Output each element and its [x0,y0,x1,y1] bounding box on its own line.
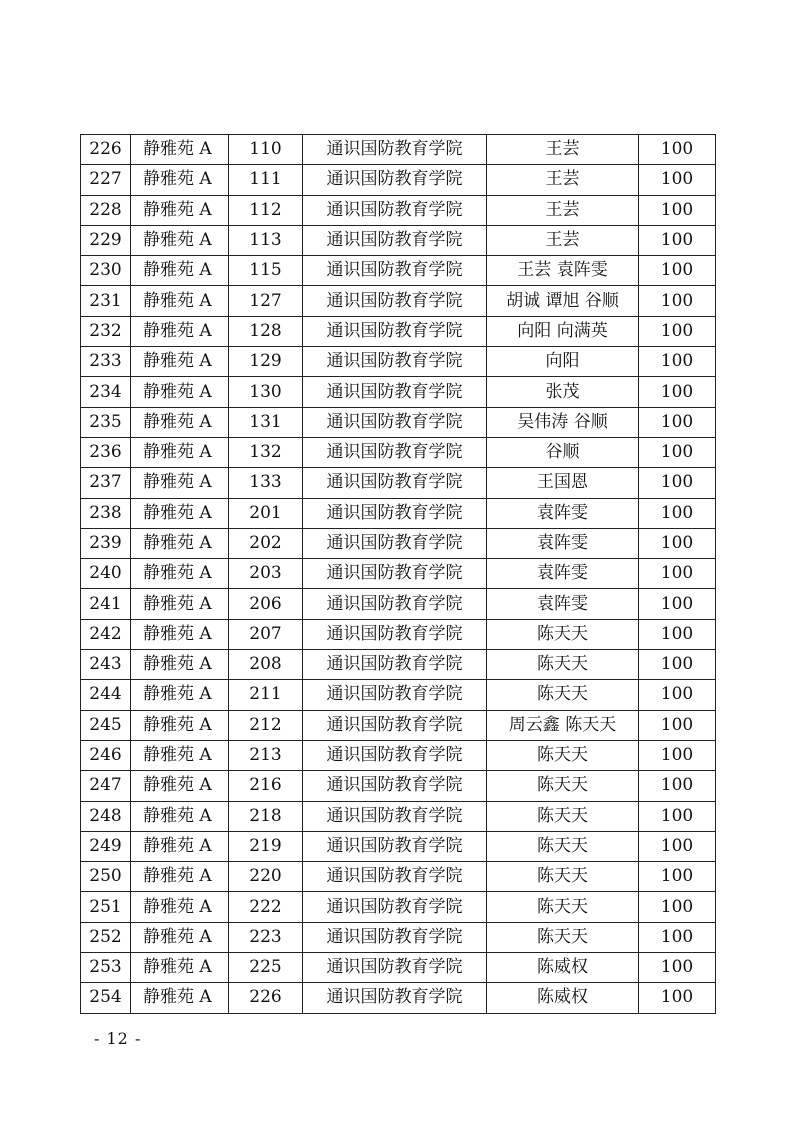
college-cell: 通识国防教育学院 [303,165,487,195]
college-cell: 通识国防教育学院 [303,953,487,983]
building-cell: 静雅苑 A [131,468,229,498]
room-number-cell: 127 [229,286,303,316]
building-cell: 静雅苑 A [131,922,229,952]
college-cell: 通识国防教育学院 [303,528,487,558]
building-cell: 静雅苑 A [131,801,229,831]
staff-names-cell: 陈天天 [487,650,639,680]
row-index-cell: 234 [81,377,131,407]
staff-names-cell: 陈天天 [487,740,639,770]
row-index-cell: 229 [81,225,131,255]
row-index-cell: 248 [81,801,131,831]
table-row [81,771,716,801]
college-cell: 通识国防教育学院 [303,468,487,498]
row-index-cell: 239 [81,528,131,558]
score-cell: 100 [639,650,716,680]
staff-names-cell: 陈天天 [487,619,639,649]
table-row [81,468,716,498]
row-index-cell: 240 [81,559,131,589]
score-cell: 100 [639,680,716,710]
row-index-cell: 246 [81,740,131,770]
row-index-cell: 253 [81,953,131,983]
staff-names-cell: 向阳 [487,347,639,377]
staff-names-cell: 胡诚 谭旭 谷顺 [487,286,639,316]
score-cell: 100 [639,468,716,498]
building-cell: 静雅苑 A [131,650,229,680]
table-row [81,922,716,952]
staff-names-cell: 袁阵雯 [487,589,639,619]
staff-names-cell: 陈天天 [487,892,639,922]
table-row [81,589,716,619]
room-number-cell: 208 [229,650,303,680]
building-cell: 静雅苑 A [131,831,229,861]
score-cell: 100 [639,589,716,619]
score-cell: 100 [639,437,716,467]
room-number-cell: 203 [229,559,303,589]
room-number-cell: 115 [229,256,303,286]
table-row [81,983,716,1013]
building-cell: 静雅苑 A [131,559,229,589]
row-index-cell: 252 [81,922,131,952]
score-cell: 100 [639,862,716,892]
table-row [81,195,716,225]
score-cell: 100 [639,377,716,407]
row-index-cell: 227 [81,165,131,195]
page-number: - 12 - [94,1029,142,1048]
building-cell: 静雅苑 A [131,316,229,346]
score-cell: 100 [639,740,716,770]
room-number-cell: 111 [229,165,303,195]
staff-names-cell: 陈天天 [487,922,639,952]
staff-names-cell: 王芸 [487,225,639,255]
building-cell: 静雅苑 A [131,165,229,195]
row-index-cell: 241 [81,589,131,619]
row-index-cell: 230 [81,256,131,286]
college-cell: 通识国防教育学院 [303,437,487,467]
row-index-cell: 254 [81,983,131,1013]
score-cell: 100 [639,165,716,195]
room-number-cell: 133 [229,468,303,498]
row-index-cell: 233 [81,347,131,377]
score-cell: 100 [639,528,716,558]
table-row [81,256,716,286]
room-number-cell: 206 [229,589,303,619]
college-cell: 通识国防教育学院 [303,771,487,801]
staff-names-cell: 陈天天 [487,801,639,831]
college-cell: 通识国防教育学院 [303,862,487,892]
college-cell: 通识国防教育学院 [303,377,487,407]
building-cell: 静雅苑 A [131,892,229,922]
room-number-cell: 226 [229,983,303,1013]
staff-names-cell: 张茂 [487,377,639,407]
score-cell: 100 [639,256,716,286]
table-row [81,740,716,770]
table-row [81,135,716,165]
table-row [81,498,716,528]
table-row [81,528,716,558]
score-cell: 100 [639,619,716,649]
building-cell: 静雅苑 A [131,740,229,770]
staff-names-cell: 王芸 [487,165,639,195]
building-cell: 静雅苑 A [131,983,229,1013]
college-cell: 通识国防教育学院 [303,680,487,710]
staff-names-cell: 向阳 向满英 [487,316,639,346]
staff-names-cell: 陈天天 [487,771,639,801]
room-number-cell: 213 [229,740,303,770]
table-row [81,316,716,346]
score-cell: 100 [639,983,716,1013]
building-cell: 静雅苑 A [131,135,229,165]
row-index-cell: 247 [81,771,131,801]
building-cell: 静雅苑 A [131,953,229,983]
building-cell: 静雅苑 A [131,710,229,740]
table-row [81,347,716,377]
college-cell: 通识国防教育学院 [303,559,487,589]
score-cell: 100 [639,710,716,740]
staff-names-cell: 周云鑫 陈天天 [487,710,639,740]
table-body [81,135,716,1014]
room-number-cell: 113 [229,225,303,255]
score-cell: 100 [639,407,716,437]
room-number-cell: 218 [229,801,303,831]
room-number-cell: 219 [229,831,303,861]
college-cell: 通识国防教育学院 [303,589,487,619]
building-cell: 静雅苑 A [131,256,229,286]
room-number-cell: 112 [229,195,303,225]
row-index-cell: 226 [81,135,131,165]
building-cell: 静雅苑 A [131,680,229,710]
building-cell: 静雅苑 A [131,498,229,528]
college-cell: 通识国防教育学院 [303,619,487,649]
table-row [81,862,716,892]
staff-names-cell: 陈天天 [487,831,639,861]
room-number-cell: 128 [229,316,303,346]
row-index-cell: 251 [81,892,131,922]
building-cell: 静雅苑 A [131,195,229,225]
score-cell: 100 [639,922,716,952]
row-index-cell: 236 [81,437,131,467]
table-row [81,831,716,861]
building-cell: 静雅苑 A [131,407,229,437]
staff-names-cell: 陈天天 [487,862,639,892]
staff-names-cell: 王国恩 [487,468,639,498]
row-index-cell: 237 [81,468,131,498]
room-number-cell: 223 [229,922,303,952]
score-cell: 100 [639,347,716,377]
row-index-cell: 249 [81,831,131,861]
building-cell: 静雅苑 A [131,437,229,467]
table-row [81,165,716,195]
room-number-cell: 131 [229,407,303,437]
staff-names-cell: 袁阵雯 [487,528,639,558]
building-cell: 静雅苑 A [131,862,229,892]
college-cell: 通识国防教育学院 [303,740,487,770]
room-number-cell: 130 [229,377,303,407]
staff-names-cell: 袁阵雯 [487,559,639,589]
staff-names-cell: 王芸 [487,195,639,225]
table-row [81,953,716,983]
score-cell: 100 [639,771,716,801]
room-number-cell: 202 [229,528,303,558]
staff-names-cell: 谷顺 [487,437,639,467]
building-cell: 静雅苑 A [131,619,229,649]
score-cell: 100 [639,892,716,922]
college-cell: 通识国防教育学院 [303,347,487,377]
staff-names-cell: 王芸 袁阵雯 [487,256,639,286]
room-number-cell: 220 [229,862,303,892]
college-cell: 通识国防教育学院 [303,407,487,437]
row-index-cell: 245 [81,710,131,740]
college-cell: 通识国防教育学院 [303,831,487,861]
room-number-cell: 201 [229,498,303,528]
staff-names-cell: 王芸 [487,135,639,165]
score-cell: 100 [639,135,716,165]
dorm-score-table [80,134,716,1014]
building-cell: 静雅苑 A [131,771,229,801]
score-cell: 100 [639,195,716,225]
building-cell: 静雅苑 A [131,528,229,558]
college-cell: 通识国防教育学院 [303,650,487,680]
college-cell: 通识国防教育学院 [303,710,487,740]
staff-names-cell: 陈天天 [487,680,639,710]
staff-names-cell: 陈威权 [487,953,639,983]
score-cell: 100 [639,559,716,589]
row-index-cell: 244 [81,680,131,710]
staff-names-cell: 袁阵雯 [487,498,639,528]
college-cell: 通识国防教育学院 [303,922,487,952]
room-number-cell: 216 [229,771,303,801]
room-number-cell: 212 [229,710,303,740]
score-cell: 100 [639,316,716,346]
college-cell: 通识国防教育学院 [303,983,487,1013]
table-row [81,680,716,710]
table-row [81,559,716,589]
score-cell: 100 [639,953,716,983]
room-number-cell: 222 [229,892,303,922]
building-cell: 静雅苑 A [131,589,229,619]
building-cell: 静雅苑 A [131,225,229,255]
college-cell: 通识国防教育学院 [303,286,487,316]
college-cell: 通识国防教育学院 [303,892,487,922]
staff-names-cell: 吴伟涛 谷顺 [487,407,639,437]
room-number-cell: 225 [229,953,303,983]
room-number-cell: 110 [229,135,303,165]
row-index-cell: 250 [81,862,131,892]
college-cell: 通识国防教育学院 [303,316,487,346]
table-row [81,225,716,255]
college-cell: 通识国防教育学院 [303,256,487,286]
college-cell: 通识国防教育学院 [303,225,487,255]
building-cell: 静雅苑 A [131,377,229,407]
room-number-cell: 207 [229,619,303,649]
table-row [81,437,716,467]
table-row [81,650,716,680]
table-row [81,377,716,407]
score-cell: 100 [639,831,716,861]
row-index-cell: 232 [81,316,131,346]
building-cell: 静雅苑 A [131,286,229,316]
table-row [81,286,716,316]
row-index-cell: 238 [81,498,131,528]
table-row [81,710,716,740]
row-index-cell: 231 [81,286,131,316]
room-number-cell: 211 [229,680,303,710]
row-index-cell: 235 [81,407,131,437]
room-number-cell: 132 [229,437,303,467]
college-cell: 通识国防教育学院 [303,801,487,831]
score-cell: 100 [639,225,716,255]
room-number-cell: 129 [229,347,303,377]
table-row [81,892,716,922]
table-row [81,407,716,437]
score-cell: 100 [639,498,716,528]
building-cell: 静雅苑 A [131,347,229,377]
score-cell: 100 [639,286,716,316]
college-cell: 通识国防教育学院 [303,498,487,528]
score-cell: 100 [639,801,716,831]
college-cell: 通识国防教育学院 [303,195,487,225]
row-index-cell: 243 [81,650,131,680]
college-cell: 通识国防教育学院 [303,135,487,165]
row-index-cell: 228 [81,195,131,225]
staff-names-cell: 陈威权 [487,983,639,1013]
row-index-cell: 242 [81,619,131,649]
table-row [81,801,716,831]
table-row [81,619,716,649]
